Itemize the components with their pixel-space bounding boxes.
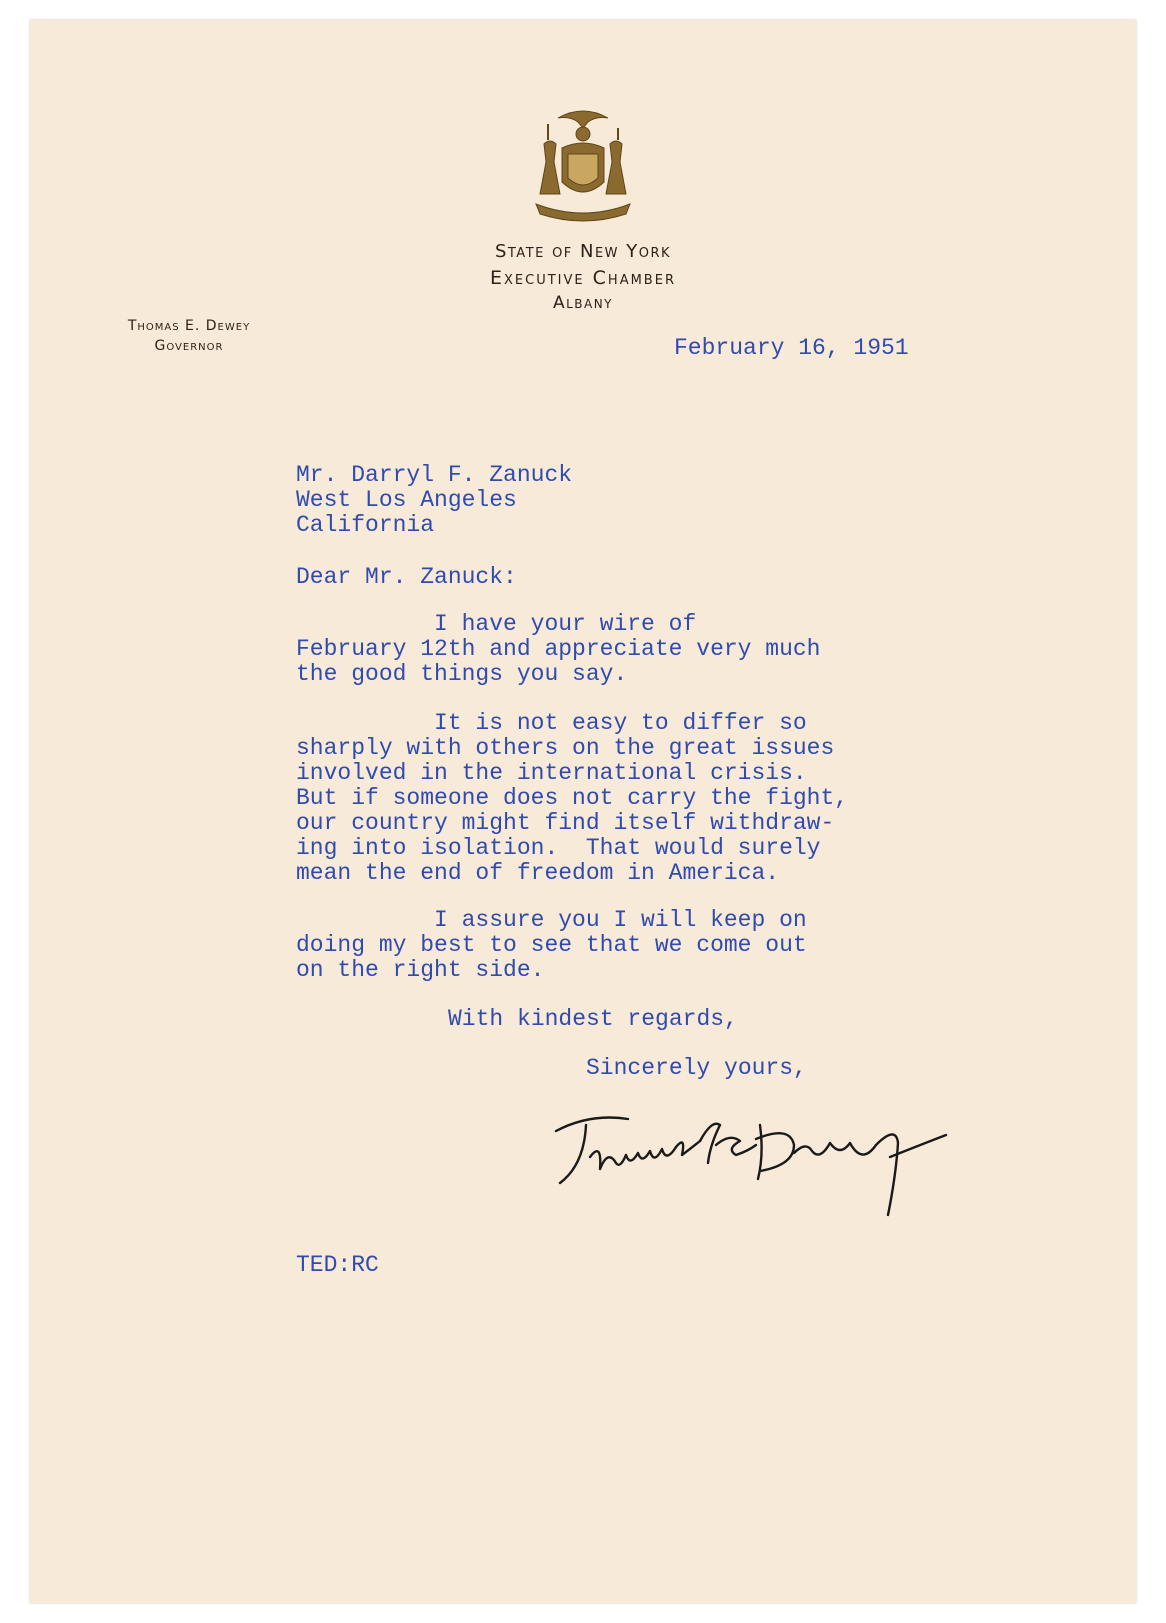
letterhead-city: Albany xyxy=(552,293,614,313)
paragraph-2: It is not easy to differ so sharply with others on the great issues involved in the international crisis. But if someone does not carry the fight, our country might find itself withdraw- ing into isolation. That would surely mean the end of freedom in America. xyxy=(296,710,849,886)
typist-initials: TED:RC xyxy=(296,1252,379,1278)
closing-regards: With kindest regards, xyxy=(448,1006,738,1032)
recipient-city: West Los Angeles xyxy=(296,487,517,513)
recipient-state: California xyxy=(296,512,435,538)
new-york-state-seal-icon xyxy=(518,104,648,228)
recipient-address xyxy=(296,463,572,538)
paragraph-1: I have your wire of February 12th and appreciate very much the good things you say. xyxy=(296,611,821,687)
letterhead-office: Executive Chamber xyxy=(490,267,676,289)
governor-title: Governor xyxy=(154,338,224,354)
salutation: Dear Mr. Zanuck: xyxy=(296,564,517,590)
closing-sign-off: Sincerely yours, xyxy=(586,1055,807,1081)
recipient-name: Mr. Darryl F. Zanuck xyxy=(296,462,573,488)
letterhead-state: State of New York xyxy=(494,241,672,262)
letter-date: February 16, 1951 xyxy=(674,335,909,361)
handwritten-signature xyxy=(550,1105,970,1225)
governor-name: Thomas E. Dewey xyxy=(127,318,251,334)
paragraph-3: I assure you I will keep on doing my best to see that we come out on the right side. xyxy=(296,907,807,983)
